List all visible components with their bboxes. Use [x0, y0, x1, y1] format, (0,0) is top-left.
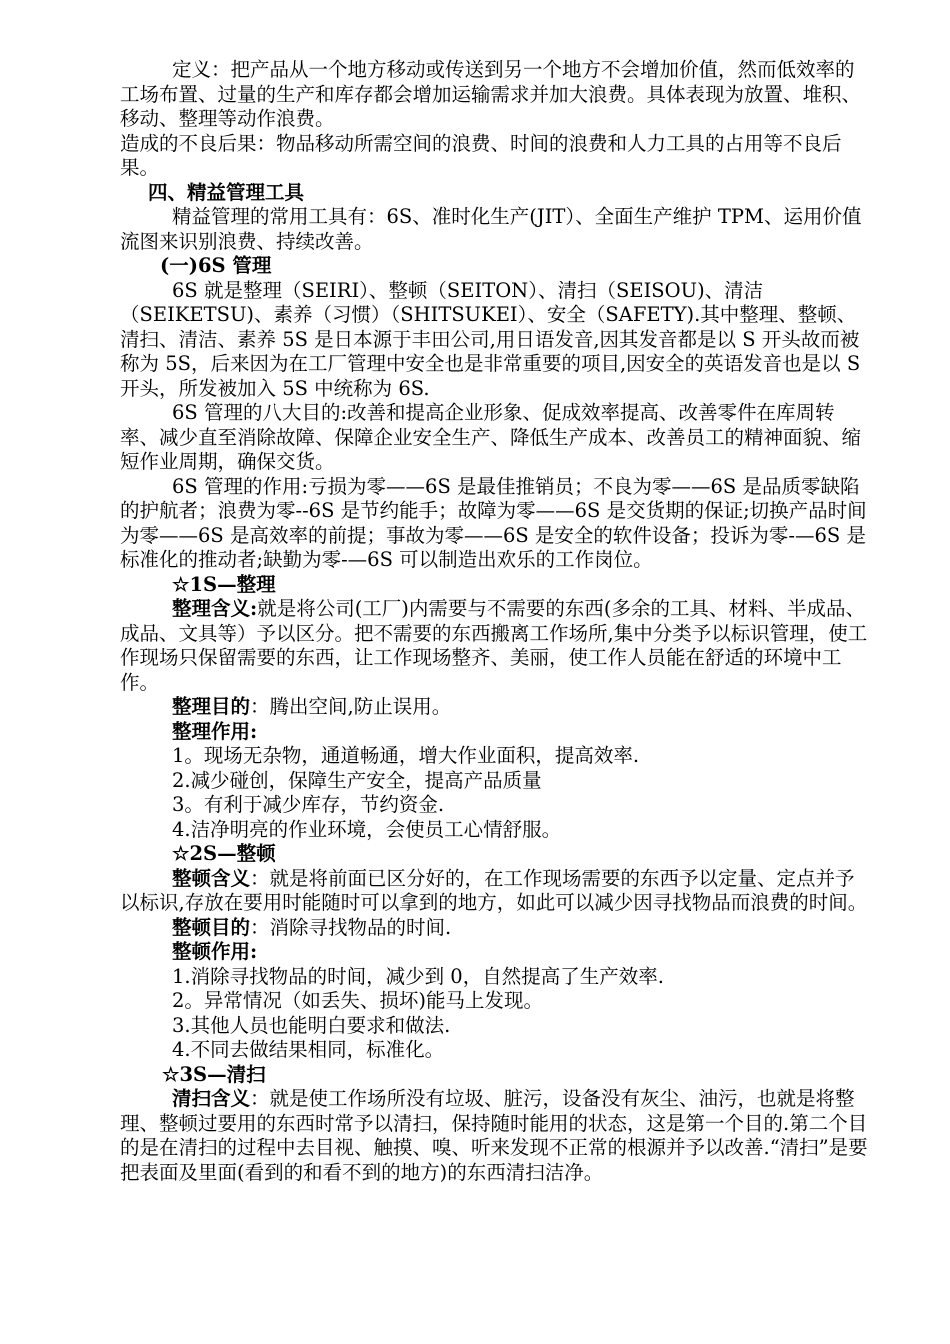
paragraph-definition: 定义：把产品从一个地方移动或传送到另一个地方不会增加价值，然而低效率的工场布置、过量的生产和库存都会增加运输需求并加大浪费。具体表现为放置、堆积、移动、整理等动作浪费。: [120, 58, 862, 130]
heading-lean-tools: 四、精益管理工具: [148, 180, 305, 204]
list-item: 3。有利于减少库存，节约资金.: [172, 793, 445, 816]
label-2s-effect: 整顿作用:: [172, 940, 258, 963]
paragraph-1s-definition: 整理含义:就是将公司(工厂)内需要与不需要的东西(多余的工具、材料、半成品、成品、文具等）予以区分。把不需要的东西搬离工作场所,集中分类予以标识管理，使工作现场只保留需要的东西，让工作现场整齐、美丽，使工作人员能在舒适的环境中工作。: [120, 597, 868, 694]
paragraph-1s-aim: 整理目的：腾出空间,防止误用。: [172, 695, 452, 718]
list-item: 4.洁净明亮的作业环境，会使员工心情舒服。: [172, 817, 562, 841]
list-item: 2.减少碰创，保障生产安全，提高产品质量: [172, 768, 542, 792]
list-item: 1。现场无杂物，通道畅通，增大作业面积，提高效率.: [172, 744, 640, 767]
label-2s-aim: 整顿目的: [172, 915, 251, 939]
label-1s-definition: 整理含义:: [172, 597, 258, 620]
paragraph-6s-intro: 6S 就是整理（SEIRI）、整顿（SEITON）、清扫（SEISOU)、清洁（SEIKETSU)、素养（习惯）（SHITSUKEI）、安全（SAFETY).其中整理、整顿、清扫、清洁、素养 5S 是日本源于丰田公司,用日语发音,因其发音都是以 S 开头故而被称为 5S，后来因为在工厂管理中安全也是非常重要的项目,因安全的英语发音也是以 S 开头，所发被加入 5S 中统称为 6S.: [120, 278, 861, 400]
heading-1s: ☆1S—整理: [172, 572, 276, 596]
list-item: 4.不同去做结果相同，标准化。: [172, 1038, 445, 1061]
paragraph-3s-definition: 清扫含义：就是使工作场所没有垃圾、脏污，设备没有灰尘、油污，也就是将整理、整顿过要用的东西时常予以清扫，保持随时能用的状态，这是第一个目的.第二个目的是在清扫的过程中去目视、触摸、嗅、听来发现不正常的根源并予以改善.“清扫”是要把表面及里面(看到的和看不到的地方)的东西清扫洁净。: [120, 1087, 868, 1184]
heading-2s: ☆2S—整顿: [172, 842, 276, 865]
paragraph-2s-definition: 整顿含义：就是将前面已区分好的，在工作现场需要的东西予以定量、定点并予以标识,存放在要用时能随时可以拿到的地方，如此可以减少因寻找物品而浪费的时间。: [120, 866, 868, 914]
list-item: 3.其他人员也能明白要求和做法.: [172, 1013, 451, 1037]
heading-6s: (一)6S 管理: [160, 254, 272, 277]
paragraph-6s-effects: 6S 管理的作用:亏损为零——6S 是最佳推销员；不良为零——6S 是品质零缺陷的护航者；浪费为零--6S 是节约能手；故障为零——6S 是交货期的保证;切换产品时间为零——6S 是高效率的前提；事故为零——6S 是安全的软件设备；投诉为零-—6S 是标准化的推动者;缺勤为零-—6S 可以制造出欢乐的工作岗位。: [120, 474, 867, 571]
document-page: [120, 58, 870, 1185]
paragraph-lean-tools: 精益管理的常用工具有：6S、准时化生产(JIT）、全面生产维护 TPM、运用价值流图来识别浪费、持续改善。: [120, 205, 862, 253]
label-1s-effect: 整理作用:: [172, 719, 258, 743]
label-1s-aim: 整理目的: [172, 695, 251, 718]
label-2s-definition: 整顿含义: [172, 866, 251, 890]
paragraph-2s-aim: 整顿目的：消除寻找物品的时间.: [172, 915, 452, 939]
paragraph-6s-aims: 6S 管理的八大目的:改善和提高企业形象、促成效率提高、改善零件在库周转率、减少直至消除故障、保障企业安全生产、降低生产成本、改善员工的精神面貌、缩短作业周期，确保交货。: [120, 401, 862, 473]
label-3s-definition: 清扫含义: [172, 1087, 251, 1110]
list-item: 1.消除寻找物品的时间，减少到 0，自然提高了生产效率.: [172, 964, 664, 988]
paragraph-consequence: 造成的不良后果：物品移动所需空间的浪费、时间的浪费和人力工具的占用等不良后果。: [120, 131, 842, 179]
heading-3s: ☆3S—清扫: [162, 1062, 266, 1086]
list-item: 2。异常情况（如丢失、损坏)能马上发现。: [172, 989, 544, 1012]
